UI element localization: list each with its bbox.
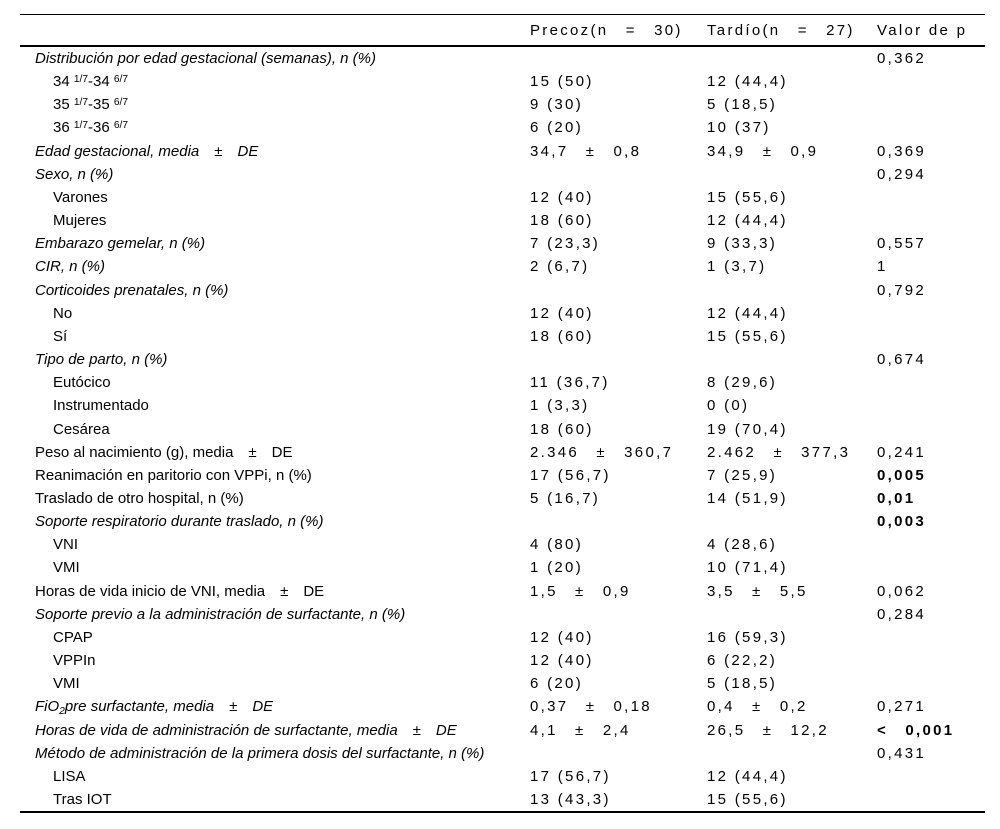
header-row (20, 15, 985, 47)
table-row (20, 209, 985, 232)
table-row (20, 348, 985, 371)
cell-precoz (530, 510, 707, 533)
cell-precoz: 6 (20) (530, 119, 583, 137)
table-row (20, 626, 985, 649)
cell-p-value (877, 70, 985, 93)
cell-p-value: < 0,001 (877, 721, 955, 739)
table-row (20, 93, 985, 116)
cell-tardio (707, 742, 877, 765)
cell-p-value (877, 626, 985, 649)
cell-p-value: 0,362 (877, 50, 927, 67)
table-row (20, 279, 985, 302)
table-row (20, 116, 985, 139)
row-label: Método de administración de la primera dosis del surfactante, n (%) (35, 744, 485, 762)
cell-tardio (707, 348, 877, 371)
cell-precoz (530, 46, 707, 70)
cell-p-value: 0,431 (877, 744, 927, 762)
cell-tardio: 2.462 ± 377,3 (707, 443, 851, 461)
row-label: Soporte previo a la administración de surfactante, n (%) (35, 605, 406, 623)
row-label: Distribución por edad gestacional (semanas), n (%) (35, 50, 376, 67)
cell-tardio: 9 (33,3) (707, 235, 778, 253)
table-row (20, 46, 985, 70)
cell-precoz: 17 (56,7) (530, 767, 611, 785)
cell-tardio: 16 (59,3) (707, 628, 788, 646)
cell-tardio: 4 (28,6) (707, 536, 778, 554)
cell-precoz: 12 (40) (530, 628, 594, 646)
cell-tardio (707, 603, 877, 626)
cell-precoz: 11 (36,7) (530, 374, 610, 392)
table-row (20, 742, 985, 765)
cell-tardio: 6 (22,2) (707, 652, 778, 670)
cell-p-value (877, 116, 985, 139)
cell-tardio: 8 (29,6) (707, 374, 778, 392)
cell-tardio: 12 (44,4) (707, 304, 788, 322)
cell-tardio (707, 510, 877, 533)
row-label: Mujeres (53, 212, 107, 230)
cell-p-value (877, 209, 985, 232)
cell-precoz: 34,7 ± 0,8 (530, 142, 642, 160)
table-row (20, 302, 985, 325)
row-label: VMI (53, 675, 80, 693)
cell-tardio: 5 (18,5) (707, 96, 778, 114)
header-valor-p: Valor de p (877, 15, 985, 47)
cell-p-value: 0,003 (877, 513, 927, 531)
row-label: CPAP (53, 628, 93, 646)
row-label: Reanimación en paritorio con VPPi, n (%) (35, 466, 312, 484)
comparison-table (20, 14, 985, 813)
row-label: Embarazo gemelar, n (%) (35, 235, 206, 253)
table-row (20, 603, 985, 626)
header-empty-cell (20, 15, 530, 47)
cell-precoz (530, 348, 707, 371)
cell-tardio: 12 (44,4) (707, 767, 788, 785)
row-label: Tipo de parto, n (%) (35, 351, 168, 369)
cell-precoz: 4 (80) (530, 536, 583, 554)
table-row (20, 556, 985, 579)
cell-p-value: 0,284 (877, 605, 927, 623)
cell-p-value (877, 788, 985, 812)
cell-precoz: 4,1 ± 2,4 (530, 721, 631, 739)
cell-precoz: 6 (20) (530, 675, 583, 693)
cell-p-value (877, 533, 985, 556)
table-row (20, 394, 985, 417)
cell-p-value: 0,062 (877, 582, 927, 600)
cell-tardio (707, 46, 877, 70)
cell-precoz: 18 (60) (530, 420, 594, 438)
cell-precoz: 18 (60) (530, 327, 594, 345)
row-label: LISA (53, 767, 86, 785)
row-label: VPPIn (53, 652, 96, 670)
cell-tardio: 0,4 ± 0,2 (707, 698, 808, 716)
cell-tardio: 34,9 ± 0,9 (707, 142, 819, 160)
row-label: FiO$_2$pre surfactante, media ± DE (35, 698, 274, 718)
cell-precoz: 12 (40) (530, 188, 594, 206)
cell-p-value: 0,01 (877, 489, 916, 507)
cell-precoz: 15 (50) (530, 73, 594, 91)
cell-tardio: 15 (55,6) (707, 327, 788, 345)
cell-p-value (877, 186, 985, 209)
row-label: Sexo, n (%) (35, 165, 114, 183)
row-label: Traslado de otro hospital, n (%) (35, 489, 244, 507)
cell-tardio: 19 (70,4) (707, 420, 788, 438)
cell-p-value: 0,792 (877, 281, 927, 299)
cell-p-value (877, 649, 985, 672)
cell-precoz: 0,37 ± 0,18 (530, 698, 652, 716)
cell-precoz: 17 (56,7) (530, 466, 611, 484)
cell-tardio: 12 (44,4) (707, 212, 788, 230)
row-label: Edad gestacional, media ± DE (35, 142, 259, 160)
cell-tardio: 14 (51,9) (707, 489, 788, 507)
cell-precoz: 7 (23,3) (530, 235, 601, 253)
row-label: Instrumentado (53, 397, 149, 415)
table-row (20, 487, 985, 510)
cell-precoz (530, 163, 707, 186)
cell-p-value: 0,271 (877, 698, 927, 716)
cell-p-value: 0,557 (877, 235, 927, 253)
row-label: Sí (53, 327, 68, 345)
cell-p-value: 0,674 (877, 351, 927, 369)
cell-precoz: 1,5 ± 0,9 (530, 582, 631, 600)
cell-p-value: 0,294 (877, 165, 927, 183)
table-row (20, 140, 985, 163)
cell-tardio: 10 (37) (707, 119, 771, 137)
cell-precoz: 12 (40) (530, 652, 594, 670)
row-label: 34 $^{1/7}$-34 $^{6/7}$ (53, 73, 129, 91)
cell-tardio: 15 (55,6) (707, 788, 877, 812)
cell-tardio: 0 (0) (707, 397, 750, 415)
table-row (20, 510, 985, 533)
table-row (20, 255, 985, 278)
table-row (20, 695, 985, 718)
table-row (20, 533, 985, 556)
table-row (20, 418, 985, 441)
table-row (20, 441, 985, 464)
cell-precoz: 1 (3,3) (530, 397, 590, 415)
table-row (20, 580, 985, 603)
table-row (20, 788, 985, 812)
cell-p-value: 0,241 (877, 443, 927, 461)
cell-tardio: 10 (71,4) (707, 559, 788, 577)
row-label: Tras IOT (20, 788, 530, 812)
table-row (20, 765, 985, 788)
cell-p-value (877, 418, 985, 441)
table-row (20, 163, 985, 186)
cell-precoz (530, 742, 707, 765)
cell-precoz: 2 (6,7) (530, 258, 590, 276)
cell-p-value (877, 556, 985, 579)
cell-precoz: 13 (43,3) (530, 788, 707, 812)
row-label: 35 $^{1/7}$-35 $^{6/7}$ (53, 96, 129, 114)
row-label: Soporte respiratorio durante traslado, n (%) (35, 513, 324, 531)
cell-p-value (877, 394, 985, 417)
cell-tardio: 1 (3,7) (707, 258, 767, 276)
cell-precoz: 12 (40) (530, 304, 594, 322)
row-label: Horas de vida de administración de surfactante, media ± DE (35, 721, 457, 739)
header-precoz: Precoz(n = 30) (530, 15, 707, 47)
cell-p-value (877, 672, 985, 695)
table-row (20, 232, 985, 255)
header-tardio: Tardío(n = 27) (707, 15, 877, 47)
cell-tardio: 26,5 ± 12,2 (707, 721, 829, 739)
cell-precoz: 2.346 ± 360,7 (530, 443, 674, 461)
cell-tardio: 7 (25,9) (707, 466, 778, 484)
table-row (20, 672, 985, 695)
table-body (20, 46, 985, 812)
row-label: 36 $^{1/7}$-36 $^{6/7}$ (53, 119, 129, 137)
row-label: Corticoides prenatales, n (%) (35, 281, 229, 299)
table-row (20, 186, 985, 209)
cell-tardio (707, 163, 877, 186)
cell-precoz (530, 279, 707, 302)
cell-tardio: 3,5 ± 5,5 (707, 582, 808, 600)
cell-tardio: 15 (55,6) (707, 188, 788, 206)
cell-precoz: 18 (60) (530, 212, 594, 230)
row-label: Eutócico (53, 374, 111, 392)
cell-precoz: 1 (20) (530, 559, 583, 577)
table-row (20, 649, 985, 672)
row-label: Peso al nacimiento (g), media ± DE (35, 443, 293, 461)
cell-tardio: 12 (44,4) (707, 73, 788, 91)
cell-p-value (877, 302, 985, 325)
row-label: Cesárea (53, 420, 110, 438)
cell-precoz: 5 (16,7) (530, 489, 601, 507)
table-row (20, 464, 985, 487)
table-row (20, 325, 985, 348)
cell-p-value (877, 93, 985, 116)
cell-tardio (707, 279, 877, 302)
cell-p-value: 0,005 (877, 466, 927, 484)
row-label: No (53, 304, 73, 322)
cell-tardio: 5 (18,5) (707, 675, 778, 693)
cell-p-value (877, 325, 985, 348)
cell-p-value (877, 765, 985, 788)
table-row (20, 371, 985, 394)
table-row (20, 719, 985, 742)
row-label: CIR, n (%) (35, 258, 106, 276)
row-label: Horas de vida inicio de VNI, media ± DE (35, 582, 325, 600)
row-label: Varones (53, 188, 108, 206)
row-label: VMI (53, 559, 80, 577)
cell-precoz: 9 (30) (530, 96, 583, 114)
table-row (20, 70, 985, 93)
cell-p-value (877, 371, 985, 394)
row-label: VNI (53, 536, 79, 554)
table-header (20, 15, 985, 47)
cell-p-value: 0,369 (877, 142, 927, 160)
cell-p-value: 1 (877, 258, 888, 276)
cell-precoz (530, 603, 707, 626)
